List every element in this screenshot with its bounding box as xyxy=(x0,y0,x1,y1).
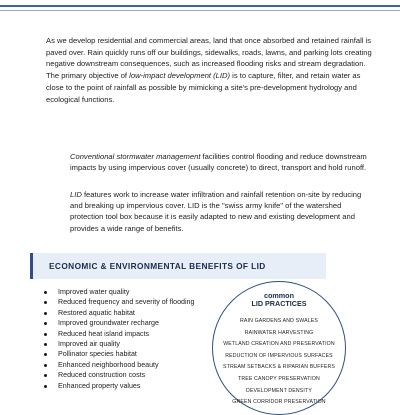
intro-paragraph xyxy=(46,35,378,105)
list-item: REDUCTION OF IMPERVIOUS SURFACES xyxy=(225,352,333,359)
bullet-icon xyxy=(44,312,47,315)
bullet-icon xyxy=(44,291,47,294)
lid-paragraph-term: LID xyxy=(70,190,82,199)
list-item: TREE CANOPY PRESERVATION xyxy=(238,375,320,382)
header-rule-thin xyxy=(0,10,400,11)
list-item: WETLAND CREATION AND PRESERVATION xyxy=(223,341,335,348)
list-item: Improved air quality xyxy=(38,339,194,349)
bullet-icon xyxy=(44,322,47,325)
bullet-icon xyxy=(44,343,47,346)
list-item: Improved water quality xyxy=(38,287,194,297)
list-item: Restored aquatic habitat xyxy=(38,308,194,318)
bullet-icon xyxy=(44,364,47,367)
conventional-text: facilities control flooding and reduce downstream impacts by using impervious cover (usually concrete) to direct, transport and hold runoff. xyxy=(70,152,367,173)
list-item: RAINWATER HARVESTING xyxy=(244,329,314,336)
bullet-icon xyxy=(44,353,47,356)
list-item: RAIN GARDENS AND SWALES xyxy=(240,318,318,324)
list-item: DEVELOPMENT DENSITY xyxy=(246,387,312,394)
list-item: Pollinator species habitat xyxy=(38,349,194,359)
list-item: STREAM SETBACKS & RIPARIAN BUFFERS xyxy=(223,364,335,371)
bullet-icon xyxy=(44,301,47,304)
lid-term: low-impact development (LID) xyxy=(129,71,231,81)
list-item: Enhanced neighborhood beauty xyxy=(38,360,194,370)
conventional-term: Conventional stormwater management xyxy=(70,152,201,161)
lid-paragraph-text: features work to increase water infiltration and rainfall retention on-site by reducing and breaking up impervious cover. LID is the "swiss army knife" of the watershed protection tool box because it is easily adapted to new and existing development and provides a wide range of benefits. xyxy=(70,190,362,233)
lid-paragraph xyxy=(70,189,376,234)
list-item: Improved groundwater recharge xyxy=(38,318,194,328)
bullet-icon xyxy=(44,385,47,388)
list-item: GREEN CORRIDOR PRESERVATION xyxy=(232,399,326,406)
header-rule xyxy=(0,5,400,7)
practices-list xyxy=(212,316,346,409)
practices-title: LID PRACTICES xyxy=(251,299,307,308)
list-item: Reduced heat island impacts xyxy=(38,329,194,339)
benefits-list xyxy=(38,287,194,391)
bullet-icon xyxy=(44,333,47,336)
practices-title-common: common xyxy=(264,291,294,300)
benefits-section-header xyxy=(30,253,326,279)
intro-text-after: is to capture, filter, and retain water as close to the point of rainfall as possible by mimicking a site's pre-development hydrology and ecological functions. xyxy=(46,71,361,104)
benefits-section-title: ECONOMIC & ENVIRONMENTAL BENEFITS OF LID xyxy=(49,261,266,271)
list-item: Reduced frequency and severity of flooding xyxy=(38,297,194,307)
intro-text-before: As we develop residential and commercial areas, land that once absorbed and retained rainfall is paved over. Rain quickly runs off our buildings, sidewalks, roads, lawns, and parking lots creating negative downstream consequences, such as increased flooding risks and stream degradation. The primary objective of xyxy=(46,36,372,81)
bullet-icon xyxy=(44,374,47,377)
list-item: Reduced construction costs xyxy=(38,370,194,380)
list-item: Enhanced property values xyxy=(38,381,194,391)
conventional-paragraph xyxy=(70,151,376,173)
